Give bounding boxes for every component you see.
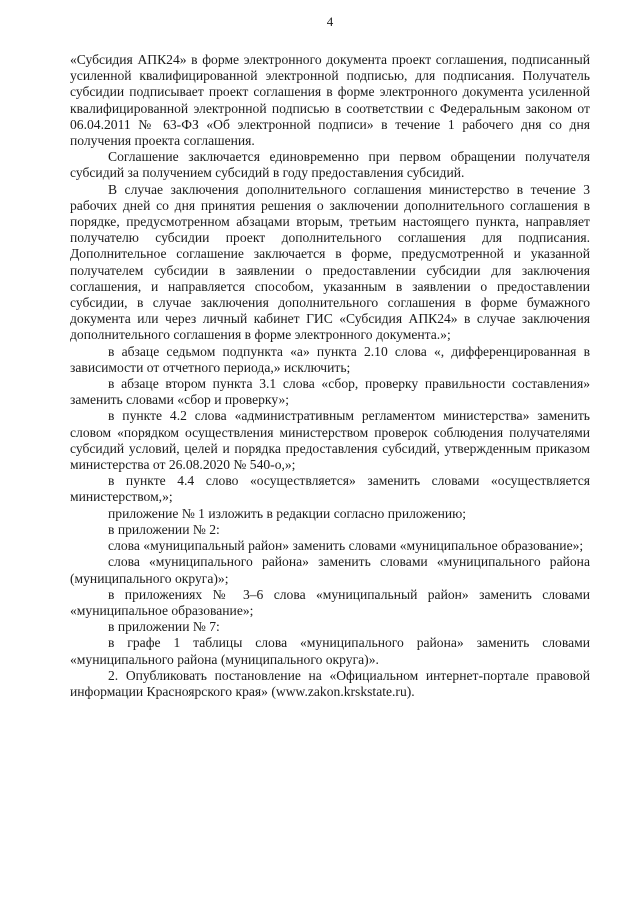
paragraph-9: в приложении № 2:	[108, 521, 220, 537]
document-body	[70, 52, 590, 700]
page-number: 4	[326, 14, 334, 29]
paragraph-14: в графе 1 таблицы слова «муниципального района» заменить словами «муниципального района (муниципального округа)».	[70, 635, 590, 667]
paragraph-6: в пункте 4.2 слова «административным регламентом министерства» заменить словом «порядком осуществления министерством проверок соблюдения получателями субсидий условий, целей и порядка предоставления субсидий, утвержденным приказом министерства от 26.08.2020 № 540-о,»;	[70, 408, 590, 473]
document-page	[70, 14, 590, 894]
paragraph-12: в приложениях № 3–6 слова «муниципальный район» заменить словами «муниципальное образование»;	[70, 586, 590, 618]
paragraph-13: в приложении № 7:	[108, 619, 220, 635]
paragraph-3: В случае заключения дополнительного соглашения министерство в течение 3 рабочих дней со дня принятия решения о заключении дополнительного соглашения в порядке, предусмотренном абзацами вторым, третьим настоящего пункта, направляет получателю субсидии проект дополнительного соглашения для подписания. Дополнительное соглашение заключается в форме, предусмотренной и указанной получателем субсидии в заявлении о предоставлении субсидии для заключения соглашения, и направляется способом, указанным в заявлении о предоставлении субсидии, в случае заключения дополнительного соглашения в форме бумажного документа или через личный кабинет ГИС «Субсидия АПК24» в случае заключения дополнительного соглашения в форме электронного документа.»;	[70, 181, 590, 343]
paragraph-2: Соглашение заключается единовременно при первом обращении получателя субсидий за получением субсидий в году предоставления субсидий.	[70, 149, 590, 181]
paragraph-8: приложение № 1 изложить в редакции согласно приложению;	[108, 505, 467, 521]
paragraph-15: 2. Опубликовать постановление на «Официальном интернет-портале правовой информации Красноярского края» (www.zakon.krskstate.ru).	[70, 667, 590, 699]
paragraph-7: в пункте 4.4 слово «осуществляется» заменить словами «осуществляется министерством,»;	[70, 473, 590, 505]
paragraph-11: слова «муниципального района» заменить словами «муниципального района (муниципального округа)»;	[70, 554, 590, 586]
paragraph-10: слова «муниципальный район» заменить словами «муниципальное образование»;	[108, 538, 584, 554]
paragraph-4: в абзаце седьмом подпункта «а» пункта 2.10 слова «, дифференцированная в зависимости от отчетного периода,» исключить;	[70, 343, 590, 375]
paragraph-5: в абзаце втором пункта 3.1 слова «сбор, проверку правильности составления» заменить словами «сбор и проверку»;	[70, 376, 590, 408]
paragraph-1: «Субсидия АПК24» в форме электронного документа проект соглашения, подписанный усиленной квалифицированной электронной подписью, для подписания. Получатель субсидии подписывает проект соглашения в форме электронного документа усиленной квалифицированной электронной подписью в соответствии с Федеральным законом от 06.04.2011 № 63-ФЗ «Об электронной подписи» в течение 1 рабочего дня со дня получения проекта соглашения.	[70, 52, 590, 149]
